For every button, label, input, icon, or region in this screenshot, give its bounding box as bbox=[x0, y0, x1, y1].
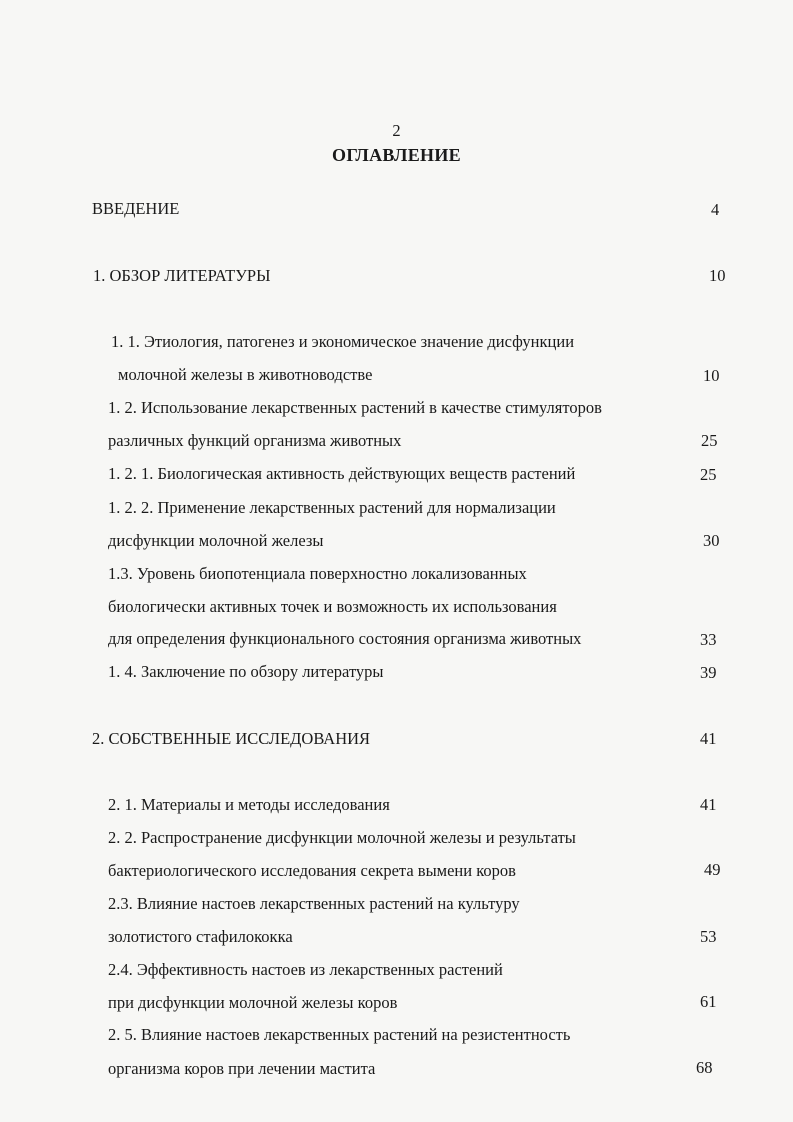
page-title: ОГЛАВЛЕНИЕ bbox=[332, 145, 461, 165]
toc-ch2-page: 41 bbox=[700, 729, 717, 748]
toc-s1-2-1-line-1: 1. 2. 1. Биологическая активность действующих веществ растений bbox=[108, 464, 576, 483]
toc-s2-2-line-1: 2. 2. Распространение дисфункции молочной железы и результаты bbox=[108, 828, 576, 847]
toc-s1-1-page: 10 bbox=[703, 366, 720, 385]
toc-s1-2-2-line-1: 1. 2. 2. Применение лекарственных растений для нормализации bbox=[108, 498, 556, 517]
toc-s1-2-2-line-2: дисфункции молочной железы bbox=[108, 531, 324, 550]
toc-s2-3-line-2: золотистого стафилококка bbox=[108, 927, 293, 946]
toc-s1-1-line-1: 1. 1. Этиология, патогенез и экономическое значение дисфункции bbox=[111, 332, 575, 351]
toc-s1-2-2-page: 30 bbox=[703, 531, 720, 550]
toc-s1-2-line-2: различных функций организма животных bbox=[108, 431, 402, 450]
toc-s1-3-line-3: для определения функционального состояния организма животных bbox=[108, 629, 582, 648]
toc-s1-3-line-1: 1.3. Уровень биопотенциала поверхностно локализованных bbox=[108, 564, 527, 583]
toc-s2-5-page: 68 bbox=[696, 1058, 713, 1077]
toc-s2-3-line-1: 2.3. Влияние настоев лекарственных растений на культуру bbox=[108, 894, 520, 913]
page-number: 2 bbox=[392, 121, 401, 140]
toc-s2-5-line-1: 2. 5. Влияние настоев лекарственных растений на резистентность bbox=[108, 1025, 571, 1044]
toc-s2-1-page: 41 bbox=[700, 795, 717, 814]
toc-s1-2-page: 25 bbox=[701, 431, 718, 450]
toc-intro-page: 4 bbox=[711, 200, 720, 219]
toc-ch1-page: 10 bbox=[709, 266, 726, 285]
toc-s1-3-page: 33 bbox=[700, 630, 717, 649]
toc-s2-2-page: 49 bbox=[704, 860, 721, 879]
toc-s1-4-line-1: 1. 4. Заключение по обзору литературы bbox=[108, 662, 384, 681]
toc-s2-2-line-2: бактериологического исследования секрета вымени коров bbox=[108, 861, 516, 880]
toc-s1-2-line-1: 1. 2. Использование лекарственных растений в качестве стимуляторов bbox=[108, 398, 602, 417]
toc-intro-text: ВВЕДЕНИЕ bbox=[92, 199, 180, 218]
toc-s2-4-line-2: при дисфункции молочной железы коров bbox=[108, 993, 398, 1012]
toc-s2-4-line-1: 2.4. Эффективность настоев из лекарственных растений bbox=[108, 960, 503, 979]
toc-s1-2-1-page: 25 bbox=[700, 465, 717, 484]
toc-ch1-text: 1. ОБЗОР ЛИТЕРАТУРЫ bbox=[93, 266, 271, 285]
toc-s2-4-page: 61 bbox=[700, 992, 717, 1011]
toc-s2-1-line-1: 2. 1. Материалы и методы исследования bbox=[108, 795, 390, 814]
toc-s1-4-page: 39 bbox=[700, 663, 717, 682]
toc-ch2-text: 2. СОБСТВЕННЫЕ ИССЛЕДОВАНИЯ bbox=[92, 729, 371, 748]
toc-s1-1-line-2: молочной железы в животноводстве bbox=[118, 365, 373, 384]
toc-s2-3-page: 53 bbox=[700, 927, 717, 946]
toc-s2-5-line-2: организма коров при лечении мастита bbox=[108, 1059, 376, 1078]
toc-s1-3-line-2: биологически активных точек и возможность их использования bbox=[108, 597, 557, 616]
